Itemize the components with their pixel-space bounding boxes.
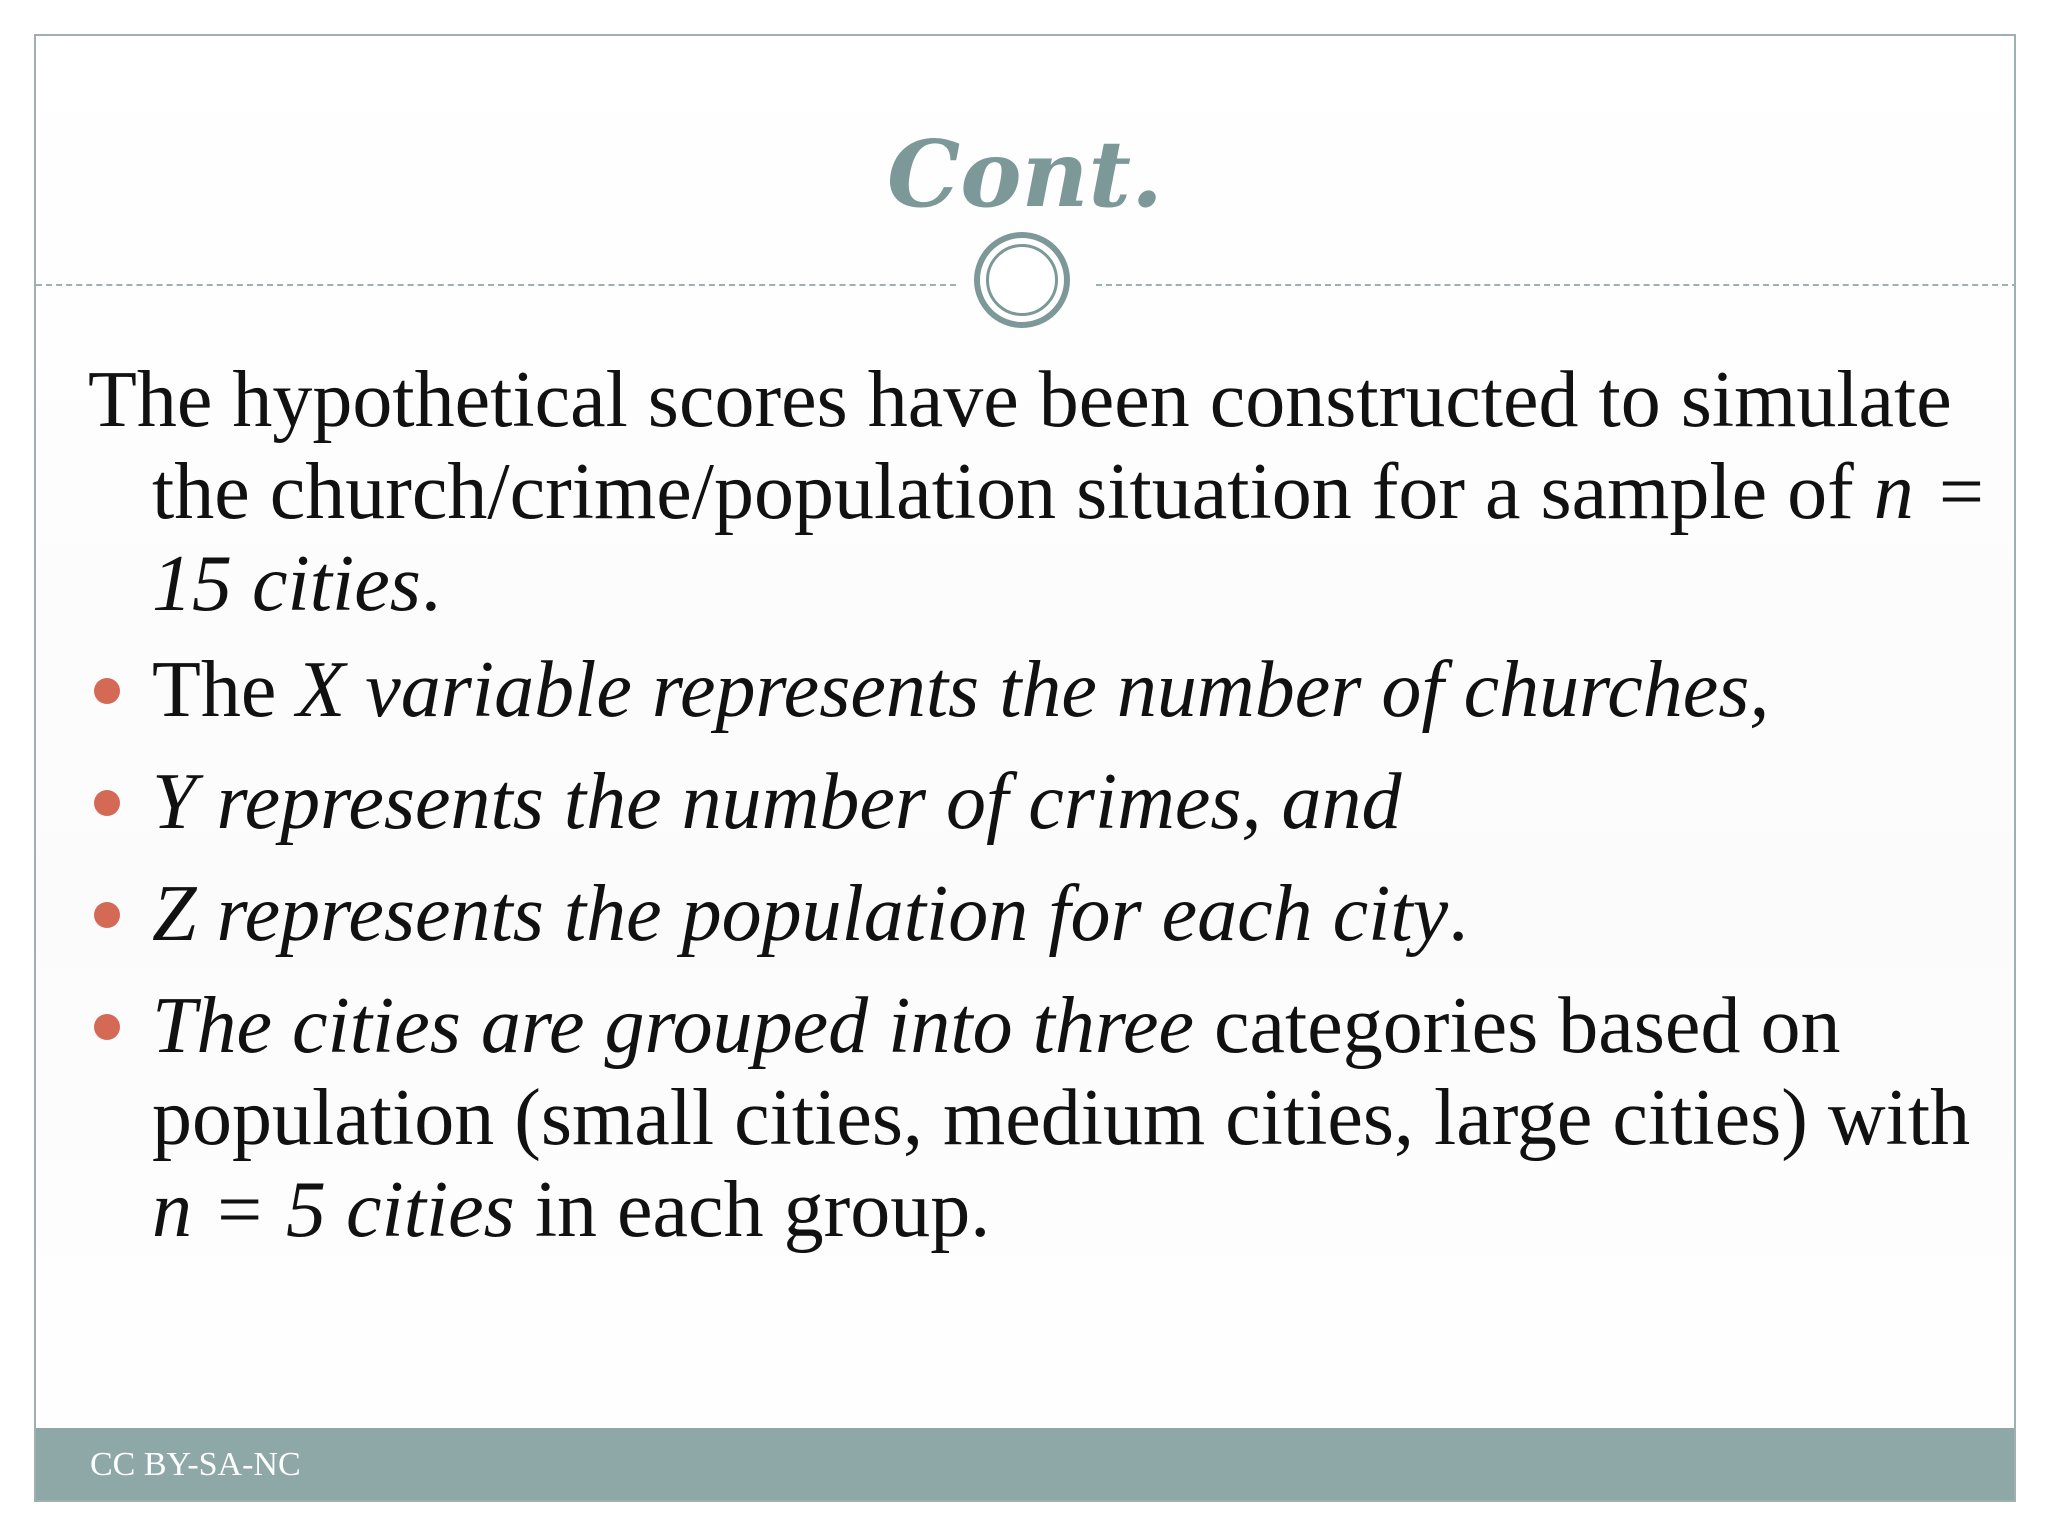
bullet-sample-size: n = 5 cities — [152, 1166, 515, 1254]
bullet-dot-icon — [94, 678, 120, 704]
footer-bar — [36, 1428, 2014, 1500]
bullet-item — [88, 756, 1988, 848]
circle-ornament-icon — [974, 232, 1070, 328]
slide — [34, 34, 2016, 1502]
intro-text: The hypothetical scores have been constructed to simulate the church/crime/population situation for a sample of — [88, 356, 1952, 536]
bullet-text: The — [152, 646, 297, 734]
divider-right — [1096, 284, 2016, 286]
slide-title: Cont. — [887, 120, 1163, 228]
bullet-emphasis: Y represents the number of crimes, and — [152, 758, 1402, 846]
bullet-text-end: in each group. — [514, 1166, 991, 1254]
bullet-item — [88, 644, 1988, 736]
bullet-item — [88, 868, 1988, 960]
intro-period: . — [420, 540, 441, 628]
bullet-emphasis: The cities are grouped into three — [152, 982, 1195, 1070]
bullet-emphasis: X variable represents the number of churches, — [296, 646, 1770, 734]
bullet-emphasis: Z represents the population for each city — [152, 870, 1449, 958]
slide-content — [88, 354, 1988, 1276]
intro-sample-size: n = 15 cities — [152, 448, 1988, 628]
bullet-item — [88, 980, 1988, 1256]
bullet-dot-icon — [94, 902, 120, 928]
bullet-dot-icon — [94, 790, 120, 816]
license-text: CC BY-SA-NC — [90, 1446, 301, 1483]
intro-paragraph — [88, 354, 1988, 630]
bullet-text: . — [1448, 870, 1469, 958]
bullet-dot-icon — [94, 1014, 120, 1040]
divider-left — [36, 284, 956, 286]
bullet-text: categories based on population (small cities, medium cities, large cities) with — [152, 982, 1971, 1162]
